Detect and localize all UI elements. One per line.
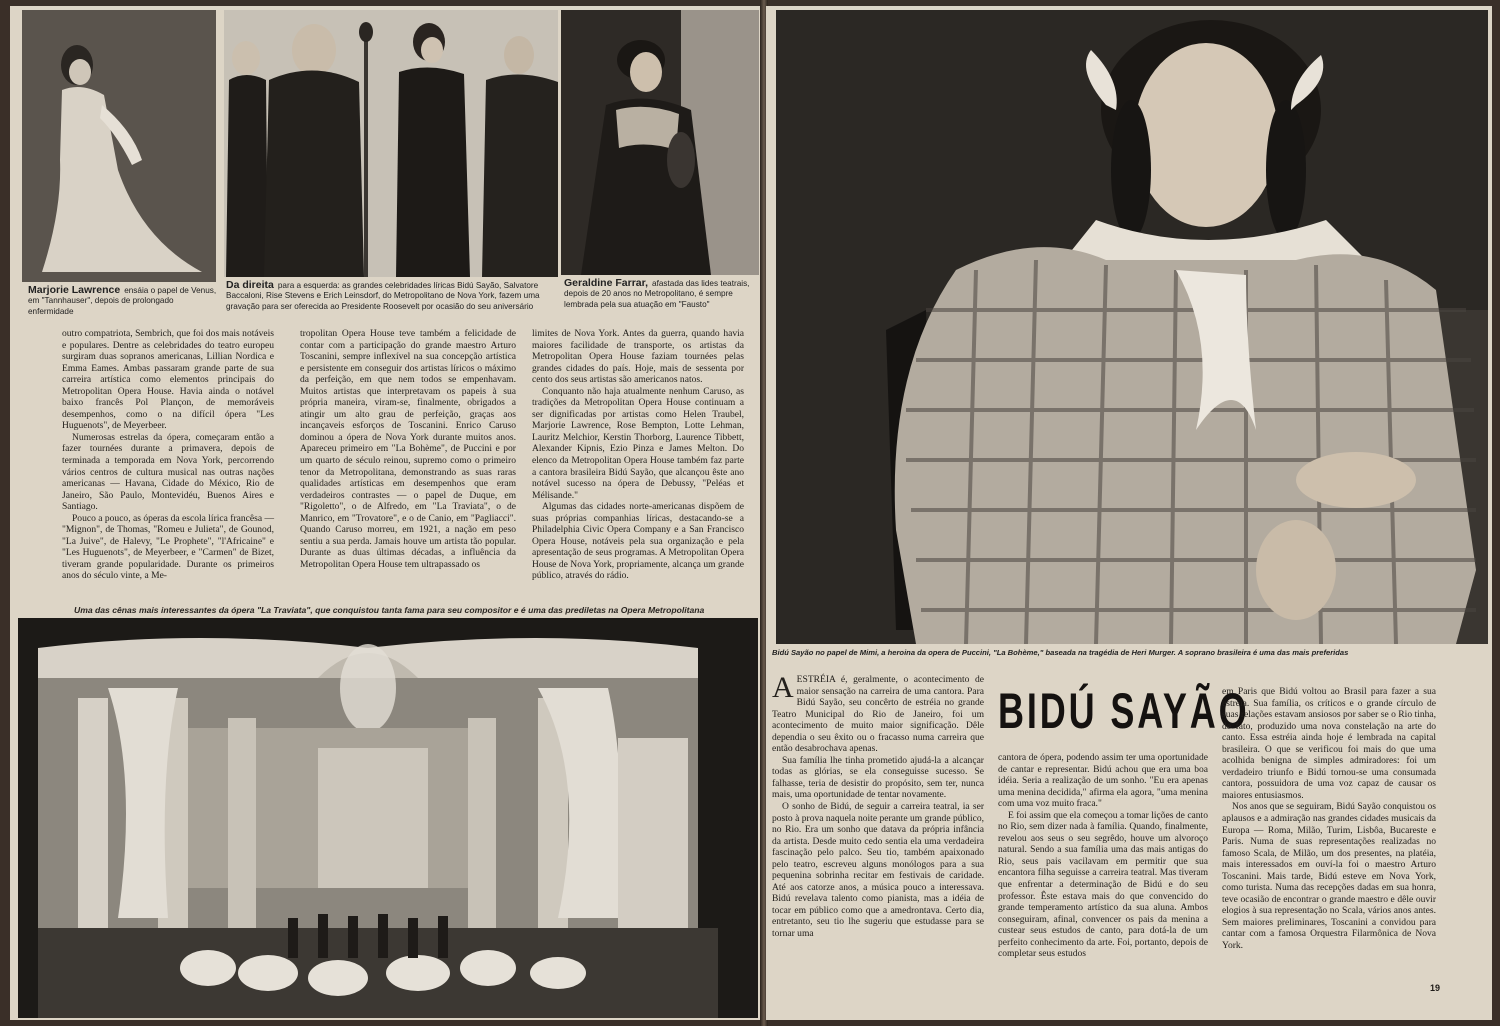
caption-boheme: Bidú Sayão no papel de Mimi, a heroina da opera de Puccini, "La Bohème," baseada na tragédia de Heri Murger. A soprano brasileira é uma das mais preferidas xyxy=(772,648,1349,657)
caption-lawrence-name: Marjorie Lawrence xyxy=(28,284,121,296)
article-col3-para: Nos anos que se seguiram, Bidú Sayão conquistou os aplausos e a admiração nas grandes cidades musicais da Europa — Roma, Milão, Turim, Lisbôa, Bucareste e Paris. Numa de suas representações realizadas no famoso Scala, de Milão, um dos presentes, na platéia, mais interessados em ouví-la foi o maestro Arturo Toscanini. Mais tarde, Bidú esteve em Nova York, como turista. Numa das recepções dadas em sua honra, teve ocasião de encontrar o grande maestro e dêle ouvir elogios à sua representação no Scala, vários anos antes. Sem maiores preliminares, Toscanini a convidou para cantar com a famosa Orquestra Filarmônica de Nova York. xyxy=(1222,801,1436,952)
caption-lawrence-text: ensáia o papel de Venus, em "Tannhauser", depois de prolongado enfermidade xyxy=(28,286,217,316)
article-column-2 xyxy=(998,752,1208,1004)
left-col3-para: Algumas das cidades norte-americanas dispõem de suas próprias companhias líricas, destacando-se a Philadelphia Civic Opera Company e a San Francisco Opera House, notáveis pela sua organização e pela apresentação de seus programas. A Metropolitan Opera House de Nova York, propriamente, alcança um grande público, através do rádio. xyxy=(532,501,744,582)
left-text-column-3 xyxy=(532,328,744,590)
right-page xyxy=(766,6,1492,1020)
article-drop-cap: A xyxy=(772,671,794,704)
article-col2-para: cantora de ópera, podendo assim ter uma oportunidade de cantar e representar. Bidú achou que era uma boa idéia. Seria a realização de um sonho. "Eu era apenas uma menina decidida," afirma ela agora, "uma menina com uma voz muito fraca." xyxy=(998,752,1208,810)
article-column-3 xyxy=(1222,686,1436,1004)
left-text-column-2 xyxy=(300,328,516,590)
photo-geraldine-farrar xyxy=(561,10,759,275)
left-col1-para: Pouco a pouco, as óperas da escola lírica francêsa — "Mignon", de Thomas, "Romeu e Julieta", de Gounod, "La Juive", de Halevy, "Le Prophete", "l'Africaine" e "Les Huguenots", de Meyerbeer, e "Carmen" de Bizet, tiveram grande popularidade. Durante os primeiros anos do século vinte, a Me- xyxy=(62,512,274,582)
photo-la-traviata-stage xyxy=(18,618,758,1018)
caption-traviata: Uma das cênas mais interessantes da ópera "La Traviata", que conquistou tanta fama para seu compositor e é uma das prediletas na Opera Metropolitana xyxy=(74,605,705,615)
caption-farrar-text: afastada das lides teatrais, depois de 20 anos no Metropolitano, é sempre lembrada pela sua atuação em "Fausto" xyxy=(564,279,750,309)
article-col3-para: em Paris que Bidú voltou ao Brasil para fazer a sua estréia. Sua família, os críticos e o grande círculo de suas relações estavam ansiosos por saber se o Rio tinha, de fato, produzido uma nova constelação na arte do canto. Essa estréia ainda hoje é lembrada na capital brasileira. O que se verificou foi mais do que uma acolhida benigna de simples admiradores: foi um verdadeiro triunfo e Bidú tornou-se uma consumada cantora, possuidora de uma voz capaz de causar os maiores entusiasmos. xyxy=(1222,686,1436,801)
photo-bidu-sayao-boheme xyxy=(776,10,1488,644)
left-text-column-1 xyxy=(62,328,274,590)
left-col1-para: Numerosas estrelas da ópera, começaram então a fazer tournées durante a primavera, depois de terminada a temporada em Nova York, percorrendo vários centros de cultura musical nas outras nações americanas — Havana, Cidade do México, Rio de Janeiro, São Paulo, Montevidéu, Buenos Aires e Santiago. xyxy=(62,431,274,513)
article-column-1 xyxy=(772,671,984,1004)
photo-marjorie-lawrence xyxy=(22,10,216,282)
caption-direita-name: Da direita xyxy=(226,279,274,291)
article-col1-para: Sua família lhe tinha prometido ajudá-la a alcançar todas as glórias, se ela conseguisse sucesso. Se falhasse, teria de desistir do propósito, sem ter, nunca mais, uma oportunidade de tentar novamente. xyxy=(772,754,984,801)
article-col1-para: O sonho de Bidú, de seguir a carreira teatral, ia ser posto à prova naquela noite perante um grande público, no Rio. Era um sonho que datava da própria infância da artista. Desde muito cedo sentia ela uma verdadeira fascinação pelo palco. Seu tio, também apaixonado pelo teatro, escreveu alguns monólogos para a sua pequenina sobrinha recitar em festivais de caridade. Até aos catorze anos, a música pouco a interessava. Bidú revelava talento como pianista, mas a idéia de tocar em público como que a amedrontava. Certo dia, entretanto, seu tio lhe sugeriu que estudasse para se tornar uma xyxy=(772,801,984,940)
left-col2-para: tropolitan Opera House teve também a felicidade de contar com a participação do grande maestro Arturo Toscanini, sempre inflexível na sua concepção artística e persistente em conseguir dos artistas líricos o máximo da perfeição, em que nem todos se empenhavam. Muitos artistas que interpretavam os papeis à sua própria maneira, viram-se, finalmente, obrigados a atingir um alto grau de perfeição, graças aos incançaveis esforços de Toscanini. Enrico Caruso dominou a ópera de Nova York durante muitos anos. Apareceu primeiro em "La Bohème", de Puccini e por um quarto de século reinou, supremo como o primeiro tenor da Metropolitana, demonstrando as suas raras qualidades artísticas em desempenhos que eram verdadeiros contrastes — o papel de Duque, em "Rigoletto", o de Alfredo, em "La Traviata", o de Manrico, em "Trovatore", e o de Canio, em "Pagliacci". Quando Caruso morreu, em 1921, a nação em peso sentiu a sua perda. Jamais houve um artista tão popular. Durante as duas últimas décadas, a influência da Metropolitan Opera House tem ultrapassado os xyxy=(300,328,516,570)
caption-da-direita xyxy=(226,280,560,312)
photo-recording-session xyxy=(224,10,558,277)
caption-lawrence xyxy=(28,285,218,317)
article-col1-para: ESTRÉIA é, geralmente, o acontecimento de maior sensação na carreira de uma cantora. Para Bidú Sayão, seu concêrto de estréia no grande Teatro Municipal do Rio de Janeiro, foi um acontecimento de muito maior significação. Dêle dependia o seu êxito ou o fracasso numa carreira que então desabrochava apenas. xyxy=(772,674,984,755)
caption-farrar xyxy=(564,278,758,310)
article-title: BIDÚ SAYÃO xyxy=(998,683,1250,739)
article-col2-para: E foi assim que ela começou a tomar lições de canto no Rio, sem dizer nada à família. Quando, finalmente, revelou aos seus o seu segrêdo, houve um alvoroço natural. Sendo a sua família uma das mais antigas do Rio, seus pais vacilavam em permitir que sua encantora filha seguisse a carreira teatral. Mas tiveram que enfrentar a determinação de Bidú e do seu professor. Êste estava mais do que convencido do grande temperamento artístico da sua aluna. Ambos conseguiram, afinal, convencer os pais da menina a custear seus estudos de canto, para dotá-la de um perfeito conhecimento da arte. Foi, portanto, depois de completar seus estudos xyxy=(998,809,1208,960)
caption-farrar-name: Geraldine Farrar, xyxy=(564,277,649,289)
left-col3-para: Conquanto não haja atualmente nenhum Caruso, as tradições da Metropolitan Opera House continuam a ser dignificadas por artistas como Helen Traubel, Marjorie Lawrence, Rose Bempton, Lotte Lehman, Lauritz Melchior, Kerstin Thorborg, Laurence Tibbett, Alexander Kipnis, Ezio Pinza e James Melton. Do elenco da Metropolitan Opera House também faz parte a cantora brasileira Bidú Sayão, que alcançou êste ano notável sucesso na ópera de Debussy, "Peléas et Mélisande." xyxy=(532,385,744,501)
caption-direita-text: para a esquerda: as grandes celebridades líricas Bidú Sayão, Salvatore Baccaloni, Rise Stevens e Erich Leinsdorf, do Metropolitano de Nova York, fazem uma gravação para ser oferecida ao Presidente Roosevelt por ocasião do seu aniversário xyxy=(226,281,540,311)
left-col1-para: outro compatriota, Sembrich, que foi dos mais notáveis e populares. Dentre as celebridades do teatro europeu surgiram duas sopranos americanas, Lillian Nordica e Emma Eames. Ambas passaram grande parte de sua carreira artística como elementos principais do Metropolitan Opera House. Havia ainda o notável baixo francês Pol Plançon, de memoráveis desempenhos, como o na difícil ópera "Les Huguenots", de Meyerbeer. xyxy=(62,328,274,432)
left-page xyxy=(10,6,762,1020)
left-col3-para: limites de Nova York. Antes da guerra, quando havia maiores facilidade de transporte, os artistas da Metropolitan Opera House faziam tournées pelas grandes cidades do país. Hoje, mais de sessenta por cento dos seus artistas são americanos natos. xyxy=(532,328,744,386)
page-number: 19 xyxy=(1430,983,1441,993)
